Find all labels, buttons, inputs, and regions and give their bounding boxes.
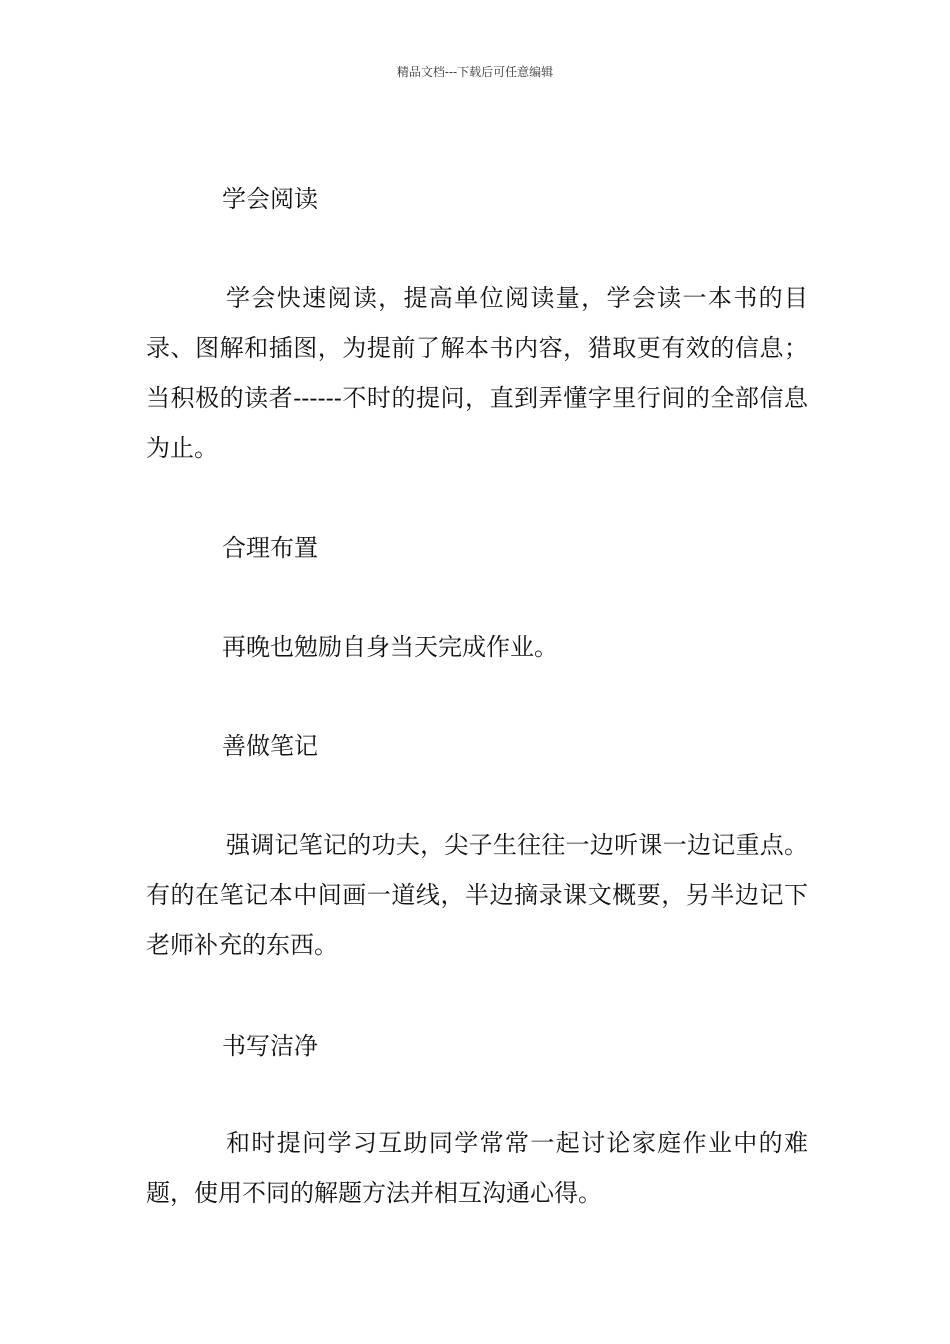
page-header: 精品文档---下载后可任意编辑	[396, 65, 554, 79]
section-body-notes: 强调记笔记的功夫，尖子生往往一边听课一边记重点。有的在笔记本中间画一道线，半边摘录课文概要，另半边记下老师补充的东西。	[146, 831, 808, 959]
section-body-arrangement: 再晚也勉励自身当天完成作业。	[222, 633, 558, 661]
section-heading-reading: 学会阅读	[222, 185, 318, 213]
section-body-reading: 学会快速阅读，提高单位阅读量，学会读一本书的目录、图解和插图，为提前了解本书内容，猎取更有效的信息；当积极的读者------不时的提问，直到弄懂字里行间的全部信息为止。	[146, 284, 808, 462]
section-heading-neat-writing: 书写洁净	[222, 1032, 318, 1060]
section-body-neat-writing: 和时提问学习互助同学常常一起讨论家庭作业中的难题，使用不同的解题方法并相互沟通心得。	[146, 1129, 808, 1207]
section-heading-arrangement: 合理布置	[222, 534, 318, 562]
section-heading-notes: 善做笔记	[222, 732, 318, 760]
